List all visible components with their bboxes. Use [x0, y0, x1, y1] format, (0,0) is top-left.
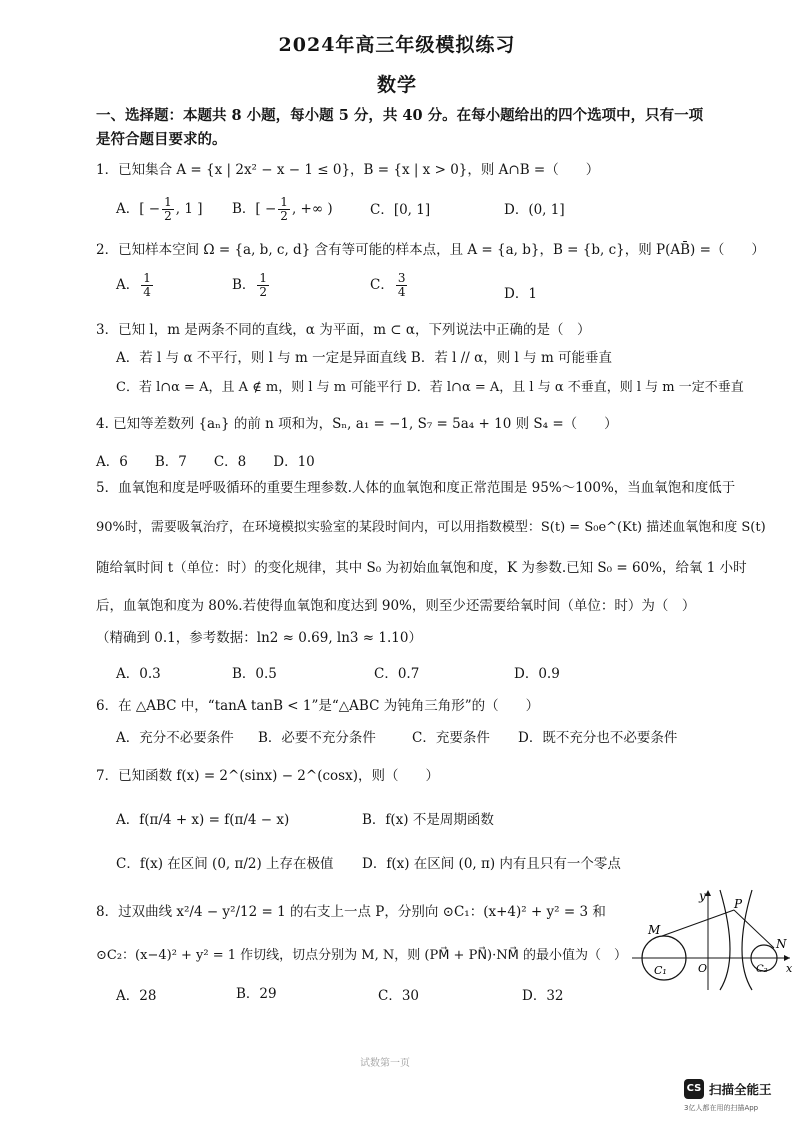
q4-options: A．6 B．7 C．8 D．10 — [96, 454, 315, 470]
q6-option-a: A．充分不必要条件 — [116, 730, 234, 746]
exam-title: 2024年高三年级模拟练习 — [278, 34, 516, 56]
tangent-pn — [734, 910, 774, 948]
q7-option-a: A．f(π/4 + x) = f(π/4 − x) — [116, 812, 290, 828]
q6-stem: 6．在 △ABC 中，“tanA tanB < 1”是“△ABC 为钝角三角形”的（ ） — [96, 698, 540, 714]
q8-option-d: D．32 — [522, 988, 564, 1004]
label-o: O — [698, 962, 708, 975]
q1-option-b-den: 2 — [280, 209, 288, 223]
q2-option-b-num: 1 — [259, 271, 268, 285]
q6-option-c: C．充要条件 — [412, 730, 490, 746]
q8-option-b: B．29 — [236, 986, 277, 1002]
q1-option-a — [116, 196, 203, 223]
q5-option-c: C．0.7 — [374, 666, 420, 682]
q7-option-d: D．f(x) 在区间 (0, π) 内有且只有一个零点 — [362, 856, 621, 872]
q1-option-b-prefix: B．[ − — [232, 201, 277, 217]
label-n: N — [776, 937, 787, 951]
q3-options-cd: C．若 l∩α = A，且 A ∉ m，则 l 与 m 可能平行 D．若 l∩α = A，且 l 与 α 不垂直，则 l 与 m 一定不垂直 — [116, 380, 744, 395]
q2-option-c-den: 4 — [397, 285, 406, 299]
q2-option-b-fraction — [257, 272, 269, 299]
q2-option-b — [232, 272, 271, 299]
subject-title: 数学 — [376, 74, 417, 96]
q2-option-b-label: B． — [232, 277, 256, 293]
label-x: x — [786, 962, 793, 975]
q1-option-a-num: 1 — [164, 195, 172, 209]
hyperbola-right-branch — [742, 890, 752, 990]
q2-option-a-label: A． — [116, 277, 140, 293]
camscanner-watermark — [684, 1079, 788, 1119]
q2-option-a-fraction — [141, 272, 153, 299]
q2-option-a-den: 4 — [143, 285, 151, 299]
hyperbola-left-branch — [720, 890, 730, 990]
q5-line3: 随给氧时间 t（单位：时）的变化规律，其中 S₀ 为初始血氧饱和度，K 为参数.已知 S₀ = 60%，给氧 1 小时 — [96, 560, 747, 576]
q6-option-b: B．必要不充分条件 — [258, 730, 376, 746]
label-m: M — [648, 923, 661, 937]
q2-option-d: D．1 — [504, 286, 537, 302]
q1-stem: 1．已知集合 A = {x | 2x² − x − 1 ≤ 0}，B = {x | x > 0}，则 A∩B =（ ） — [96, 162, 600, 178]
q1-option-b-suffix: , +∞ ) — [291, 201, 333, 217]
label-c2: C₂ — [756, 964, 768, 975]
q1-option-a-den: 2 — [164, 209, 172, 223]
q1-option-a-fraction — [162, 196, 174, 223]
q5-option-a: A．0.3 — [116, 666, 161, 682]
q1-option-b — [232, 196, 333, 223]
section-instructions-line2: 是符合题目要求的。 — [96, 131, 227, 148]
q2-option-c — [370, 272, 409, 299]
q1-option-b-fraction — [278, 196, 290, 223]
x-axis-arrow — [784, 955, 790, 961]
q2-option-c-fraction — [396, 272, 408, 299]
q1-option-c: C．[0, 1] — [370, 202, 431, 218]
q5-line1: 5．血氧饱和度是呼吸循环的重要生理参数.人体的血氧饱和度正常范围是 95%～100%，当血氧饱和度低于 — [96, 480, 736, 496]
camscanner-tagline: 3亿人都在用的扫描App — [684, 1104, 759, 1112]
q5-line4: 后，血氧饱和度为 80%.若使得血氧饱和度达到 90%，则至少还需要给氧时间（单位：时）为（ ） — [96, 598, 696, 614]
tangent-pm — [662, 910, 734, 936]
q2-option-c-label: C． — [370, 277, 394, 293]
q2-option-b-den: 2 — [259, 285, 268, 299]
q1-option-a-suffix: , 1 ] — [175, 201, 203, 217]
section-instructions-line1: 一、选择题：本题共 8 小题，每小题 5 分，共 40 分。在每小题给出的四个选项中，只有一项 — [96, 107, 704, 124]
q1-option-b-num: 1 — [280, 195, 288, 209]
q5-line2: 90%时，需要吸氧治疗，在环境模拟实验室的某段时间内，可以用指数模型：S(t) = S₀e^(Kt) 描述血氧饱和度 S(t) — [96, 520, 766, 535]
label-p: P — [734, 897, 743, 911]
q2-option-a — [116, 272, 155, 299]
hyperbola-figure — [628, 886, 794, 992]
q5-line5: （精确到 0.1，参考数据：ln2 ≈ 0.69, ln3 ≈ 1.10） — [96, 630, 422, 646]
q8-line1: 8．过双曲线 x²/4 − y²/12 = 1 的右支上一点 P，分别向 ⊙C₁：(x+4)² + y² = 3 和 — [96, 904, 606, 920]
q7-option-b: B．f(x) 不是周期函数 — [362, 812, 494, 828]
label-y: y — [699, 889, 706, 903]
q3-stem: 3．已知 l，m 是两条不同的直线，α 为平面，m ⊂ α，下列说法中正确的是（ ） — [96, 322, 591, 338]
q5-option-d: D．0.9 — [514, 666, 560, 682]
q7-option-c: C．f(x) 在区间 (0, π/2) 上存在极值 — [116, 856, 334, 872]
q1-option-a-prefix: A．[ − — [116, 201, 161, 217]
q8-option-c: C．30 — [378, 988, 420, 1004]
q6-option-d: D．既不充分也不必要条件 — [518, 730, 678, 746]
q7-stem: 7．已知函数 f(x) = 2^(sinx) − 2^(cosx)，则（ ） — [96, 768, 439, 784]
q1-option-d: D．(0, 1] — [504, 202, 565, 218]
q8-option-a: A．28 — [116, 988, 157, 1004]
q4-stem: 4. 已知等差数列 {aₙ} 的前 n 项和为，Sₙ, a₁ = −1, S₇ = 5a₄ + 10 则 S₄ =（ ） — [96, 416, 618, 432]
q3-options-ab: A．若 l 与 α 不平行，则 l 与 m 一定是异面直线 B．若 l // α，则 l 与 m 可能垂直 — [116, 350, 613, 366]
q2-option-a-num: 1 — [143, 271, 151, 285]
camscanner-logo-icon: CS — [684, 1079, 704, 1099]
label-c1: C₁ — [654, 964, 667, 977]
y-axis-arrow — [705, 890, 711, 896]
q2-stem: 2．已知样本空间 Ω = {a, b, c, d} 含有等可能的样本点，且 A = {a, b}，B = {b, c}，则 P(AB̄) =（ ） — [96, 242, 765, 258]
page-footer: 试数第一页 — [360, 1058, 410, 1069]
q2-option-c-num: 3 — [397, 271, 406, 285]
q8-line2: ⊙C₂：(x−4)² + y² = 1 作切线，切点分别为 M, N，则 (PM⃗ + PN⃗)·NM⃗ 的最小值为（ ） — [96, 948, 627, 963]
q5-option-b: B．0.5 — [232, 666, 277, 682]
camscanner-name: 扫描全能王 — [709, 1082, 772, 1097]
